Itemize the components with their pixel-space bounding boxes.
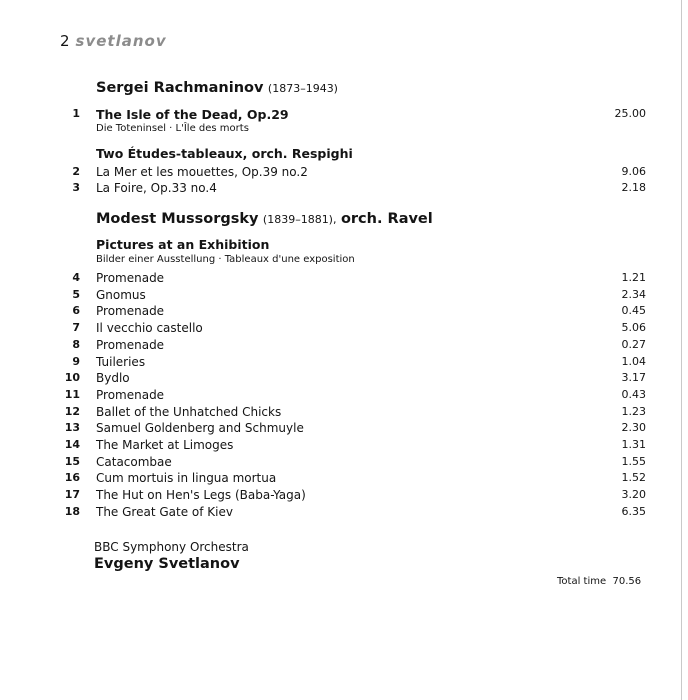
track-row — [60, 355, 646, 371]
composer-heading-mussorgsky — [96, 211, 433, 227]
track-duration: 2.34 — [621, 287, 646, 301]
track-duration: 3.17 — [621, 371, 646, 385]
track-row — [60, 181, 646, 197]
track-number: 16 — [64, 471, 80, 485]
track-title: Gnomus — [96, 287, 146, 302]
track-title: Promenade — [96, 271, 165, 285]
track-row — [60, 438, 646, 454]
track-duration: 1.23 — [621, 404, 646, 418]
track-title: The Hut on Hen's Legs (Baba-Yaga) — [96, 488, 306, 503]
track-duration: 1.55 — [621, 454, 646, 468]
track-duration: 1.21 — [621, 271, 646, 284]
page-edge-line — [681, 0, 682, 700]
track-number: 9 — [72, 354, 80, 368]
track-number: 8 — [72, 337, 80, 351]
track-title: Cum mortuis in lingua mortua — [96, 471, 277, 486]
composer-heading-rachmaninov — [96, 80, 338, 96]
total-time-label: Total time — [557, 576, 607, 587]
track-title: Catacombae — [96, 454, 172, 469]
track-row — [60, 388, 646, 404]
track-number: 17 — [64, 488, 80, 502]
composer-name: Sergei Rachmaninov — [96, 80, 264, 96]
track-number: 15 — [64, 454, 80, 468]
track-number: 5 — [72, 287, 80, 301]
track-number: 1 — [72, 107, 80, 120]
orchestra-name: BBC Symphony Orchestra — [94, 540, 249, 554]
total-time — [557, 576, 641, 587]
track-title: Samuel Goldenberg and Schmuyle — [96, 421, 304, 436]
track-duration: 0.27 — [621, 337, 646, 351]
conductor-name: Evgeny Svetlanov — [94, 556, 240, 572]
track-title: Tuileries — [96, 354, 146, 369]
track-number: 7 — [72, 321, 80, 335]
track-title: Il vecchio castello — [96, 321, 203, 336]
track-duration: 6.35 — [621, 504, 646, 518]
track-row — [60, 107, 646, 123]
track-number: 18 — [64, 504, 80, 518]
track-row — [60, 321, 646, 337]
track-title: La Foire, Op.33 no.4 — [96, 181, 217, 195]
track-row — [60, 455, 646, 471]
track-title: Promenade — [96, 337, 165, 352]
track-row — [60, 304, 646, 320]
composer-dates: (1839–1881), — [262, 213, 337, 226]
track-row — [60, 271, 646, 287]
track-duration: 5.06 — [621, 321, 646, 335]
track-row — [60, 488, 646, 504]
track-number: 3 — [72, 181, 80, 194]
track-title: La Mer et les mouettes, Op.39 no.2 — [96, 165, 308, 179]
track-title: Bydlo — [96, 371, 130, 386]
track-duration: 2.30 — [621, 421, 646, 435]
track-number: 4 — [72, 271, 80, 284]
track-duration: 25.00 — [614, 107, 646, 120]
track-number: 14 — [64, 438, 80, 451]
track-number: 10 — [64, 371, 80, 385]
track-title: The Great Gate of Kiev — [96, 504, 233, 519]
track-row — [60, 421, 646, 437]
track-duration: 0.43 — [621, 387, 646, 401]
track-number: 2 — [72, 165, 80, 178]
track-duration: 3.20 — [621, 488, 646, 502]
track-duration: 1.31 — [621, 438, 646, 451]
track-title: Promenade — [96, 304, 165, 319]
page-number: 2 — [60, 32, 70, 50]
track-title: Ballet of the Unhatched Chicks — [96, 404, 282, 419]
work-title: Two Études-tableaux, orch. Respighi — [96, 146, 353, 161]
track-duration: 1.04 — [621, 354, 646, 368]
series-logo: svetlanov — [75, 32, 167, 50]
track-duration: 2.18 — [621, 181, 646, 194]
page-header — [60, 32, 167, 50]
track-row — [60, 371, 646, 387]
track-row — [60, 165, 646, 181]
track-number: 11 — [64, 387, 80, 401]
composer-dates: (1873–1943) — [267, 82, 338, 95]
track-duration: 0.45 — [621, 304, 646, 318]
track-row — [60, 405, 646, 421]
total-time-value: 70.56 — [612, 576, 642, 587]
work-subtitle: Bilder einer Ausstellung · Tableaux d'une exposition — [96, 254, 355, 265]
work-subtitle: Die Toteninsel · L'Île des morts — [96, 123, 249, 134]
track-title: The Market at Limoges — [96, 438, 234, 452]
track-title: The Isle of the Dead, Op.29 — [96, 107, 289, 122]
track-row — [60, 288, 646, 304]
track-duration: 9.06 — [621, 165, 646, 178]
track-row — [60, 471, 646, 487]
track-duration: 1.52 — [621, 471, 646, 485]
track-title: Promenade — [96, 387, 165, 402]
track-row — [60, 505, 646, 521]
composer-name: Modest Mussorgsky — [96, 211, 259, 227]
orchestration-credit: orch. Ravel — [340, 211, 433, 227]
work-title: Pictures at an Exhibition — [96, 237, 270, 252]
track-row — [60, 338, 646, 354]
track-number: 13 — [64, 421, 80, 435]
track-number: 6 — [72, 304, 80, 318]
track-number: 12 — [64, 404, 80, 418]
